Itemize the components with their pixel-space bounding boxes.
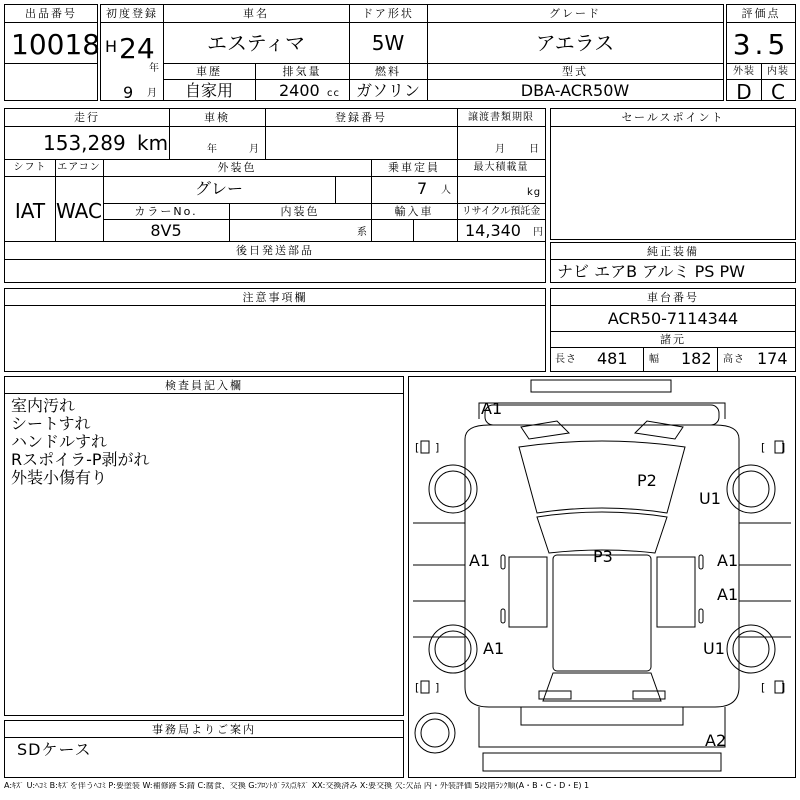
shift-label: シフト bbox=[13, 162, 47, 173]
displacement-unit: cc bbox=[327, 88, 340, 99]
load-label: 最大積載量 bbox=[473, 162, 529, 173]
equipment-value: ナビ エアB アルミ PS PW bbox=[557, 262, 745, 281]
history: 自家用 bbox=[184, 81, 233, 100]
width-label: 幅 bbox=[649, 354, 660, 365]
inspector-line: Rスポイラ-P剥がれ bbox=[11, 450, 150, 469]
door-label: ドア形状 bbox=[362, 7, 414, 20]
mark-right-rear-quarter: U1 bbox=[703, 639, 725, 658]
regno-label: 登録番号 bbox=[335, 111, 387, 124]
recycle-unit: 円 bbox=[533, 227, 544, 238]
length-label: 長さ bbox=[555, 354, 577, 365]
svg-text:[: [ bbox=[415, 441, 420, 454]
svg-text:]: ] bbox=[781, 681, 786, 694]
inspector-box bbox=[4, 376, 404, 716]
exterior-label: 外装 bbox=[733, 66, 755, 77]
exterior-color: グレー bbox=[194, 179, 243, 198]
era: H bbox=[105, 37, 118, 56]
transfer-day: 日 bbox=[529, 144, 540, 155]
mark-hood: P2 bbox=[637, 471, 657, 490]
score: 3.5 bbox=[732, 28, 790, 61]
capacity-label: 乗車定員 bbox=[388, 161, 440, 174]
lot-box bbox=[4, 4, 101, 101]
equipment-label: 純正装備 bbox=[647, 245, 699, 258]
load-unit: kg bbox=[527, 187, 542, 198]
reg-month: 9 bbox=[123, 83, 134, 102]
height-label: 高さ bbox=[723, 354, 745, 365]
notes-box bbox=[4, 288, 546, 372]
model-label: 型式 bbox=[562, 65, 588, 78]
interior-score: C bbox=[771, 80, 785, 104]
office-box bbox=[4, 720, 404, 778]
sales-point-label: セールスポイント bbox=[621, 111, 725, 124]
reg-year: 24 bbox=[119, 32, 155, 65]
mileage-label: 走行 bbox=[74, 111, 100, 124]
exterior-score: D bbox=[736, 80, 752, 104]
damage-diagram bbox=[408, 376, 796, 778]
mark-left-rear-quarter: A1 bbox=[483, 639, 505, 658]
chassis-box bbox=[550, 288, 796, 372]
colorno-label: カラーNo. bbox=[134, 205, 198, 218]
inspector-line: 室内汚れ bbox=[11, 396, 76, 415]
ac-label: エアコン bbox=[57, 162, 101, 173]
capacity: 7 bbox=[417, 179, 428, 198]
mark-right-rear-door: A1 bbox=[717, 585, 739, 604]
inspector-line: 外装小傷有り bbox=[11, 468, 108, 487]
mark-left-front-door: A1 bbox=[469, 551, 491, 570]
mileage-unit: km bbox=[137, 131, 169, 155]
sales-point-box bbox=[550, 108, 796, 240]
mark-front-bumper: A1 bbox=[481, 399, 503, 418]
intcolor-unit: 系 bbox=[357, 227, 368, 238]
shift: IAT bbox=[14, 199, 46, 223]
import-label: 輸入車 bbox=[394, 205, 434, 218]
recycle-fee: 14,340 bbox=[465, 221, 521, 240]
colorno: 8V5 bbox=[150, 221, 182, 240]
inspector-line: ハンドルすれ bbox=[11, 432, 108, 451]
grade-label: グレード bbox=[549, 7, 601, 20]
chassis-number: ACR50-7114344 bbox=[607, 309, 739, 328]
displacement-label: 排気量 bbox=[282, 65, 322, 78]
header-main bbox=[100, 4, 724, 101]
displacement: 2400 bbox=[279, 81, 320, 100]
length-value: 481 bbox=[597, 349, 628, 368]
lot-label: 出品番号 bbox=[25, 7, 77, 20]
footer-legend: A:ｷｽﾞ U:ﾍｺﾐ B:ｷｽﾞを伴うﾍｺﾐ P:要塗装 W:補修跡 S:錆 C:腐食、交換 G:ﾌﾛﾝﾄｶﾞﾗｽ点ｷｽﾞ XX:交換済み X:要交換 欠:欠品 内・外装評価 5段階ﾗﾝｸ順(A・B・C・D・E) 1 bbox=[4, 782, 590, 790]
svg-text:[: [ bbox=[415, 681, 420, 694]
office-value: SDケース bbox=[17, 740, 92, 759]
mark-roof: P3 bbox=[593, 547, 613, 566]
office-label: 事務局よりご案内 bbox=[152, 723, 256, 736]
grade: アエラス bbox=[535, 31, 615, 55]
intcolor-label: 内装色 bbox=[280, 205, 320, 218]
height-value: 174 bbox=[757, 349, 788, 368]
history-label: 車歴 bbox=[196, 65, 222, 78]
mark-right-front-door: A1 bbox=[717, 551, 739, 570]
car-name: エスティマ bbox=[207, 31, 305, 55]
width-value: 182 bbox=[681, 349, 712, 368]
transfer-month: 月 bbox=[495, 144, 506, 155]
svg-text:]: ] bbox=[435, 441, 440, 454]
svg-text:[: [ bbox=[761, 441, 766, 454]
transfer-label: 譲渡書類期限 bbox=[468, 112, 534, 123]
score-label: 評価点 bbox=[741, 7, 781, 20]
mark-rear-bumper: A2 bbox=[705, 731, 727, 750]
spec-label: 諸元 bbox=[660, 333, 686, 346]
inspector-line: シートすれ bbox=[11, 414, 91, 433]
inspection-month: 月 bbox=[249, 144, 260, 155]
info-grid bbox=[4, 108, 546, 283]
lot-number: 10018 bbox=[11, 28, 101, 61]
chassis-label: 車台番号 bbox=[647, 291, 699, 304]
month-unit: 月 bbox=[147, 88, 158, 99]
svg-text:]: ] bbox=[435, 681, 440, 694]
capacity-unit: 人 bbox=[441, 185, 452, 196]
fuel: ガソリン bbox=[355, 81, 420, 100]
equipment-box bbox=[550, 242, 796, 283]
model: DBA-ACR50W bbox=[520, 81, 630, 100]
car-name-label: 車名 bbox=[243, 7, 269, 20]
door-type: 5W bbox=[371, 31, 405, 55]
color-label: 外装色 bbox=[217, 161, 257, 174]
reg-label: 初度登録 bbox=[106, 7, 158, 20]
inspection-label: 車検 bbox=[204, 111, 230, 124]
mileage: 153,289 bbox=[43, 131, 126, 155]
interior-label: 内装 bbox=[767, 66, 789, 77]
svg-text:[: [ bbox=[761, 681, 766, 694]
inspection-year: 年 bbox=[207, 144, 218, 155]
score-box bbox=[726, 4, 796, 104]
notes-label: 注意事項欄 bbox=[242, 291, 308, 304]
mark-right-front-fender: U1 bbox=[699, 489, 721, 508]
car-outline bbox=[409, 377, 795, 777]
inspector-label: 検査員記入欄 bbox=[165, 379, 243, 392]
ac: WAC bbox=[56, 199, 102, 223]
recycle-label: リサイクル預託金 bbox=[461, 206, 541, 217]
year-unit: 年 bbox=[149, 63, 160, 74]
later-parts-label: 後日発送部品 bbox=[236, 244, 314, 257]
fuel-label: 燃料 bbox=[375, 65, 401, 78]
svg-text:]: ] bbox=[781, 441, 786, 454]
